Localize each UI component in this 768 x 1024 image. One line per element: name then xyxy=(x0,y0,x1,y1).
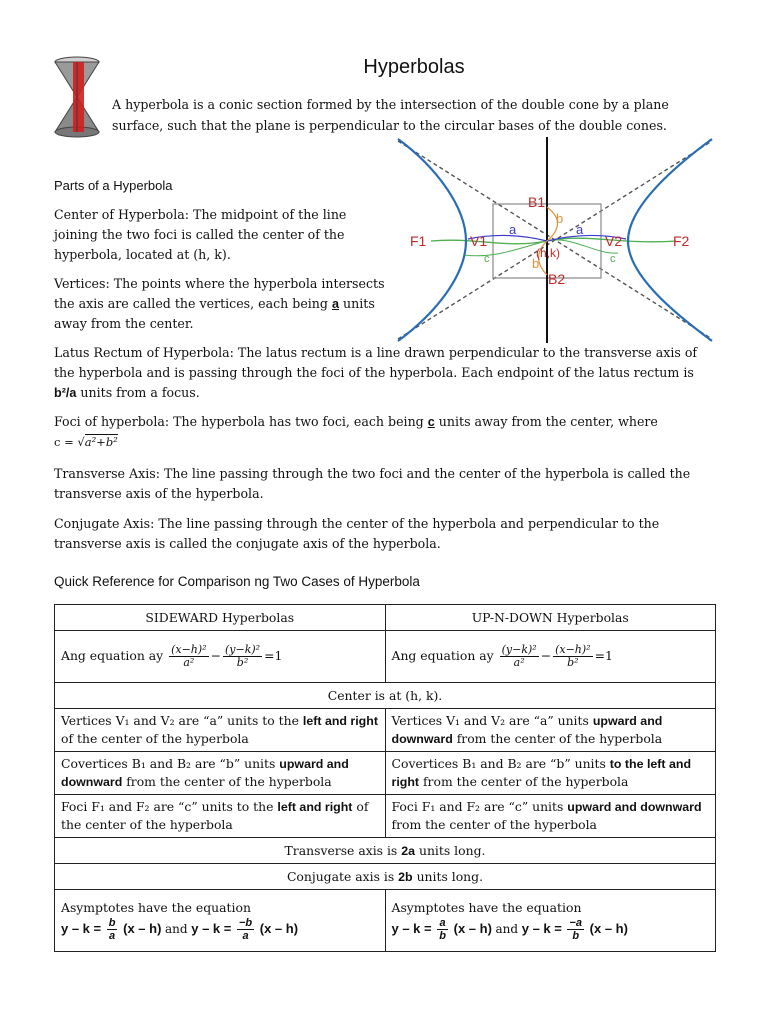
table-row xyxy=(55,709,716,752)
parts-heading: Parts of a Hyperbola xyxy=(54,178,173,193)
reference-table xyxy=(54,604,716,952)
label-v1: V1 xyxy=(470,233,488,249)
foci-formula-radicand: a²+b² xyxy=(84,435,118,449)
label-v2: V2 xyxy=(605,233,623,249)
foci-definition: Foci of hyperbola: The hyperbola has two foci, each being c units away from the center, where c = √a²+b² xyxy=(54,414,658,449)
center-row: Center is at (h, k). xyxy=(55,683,716,709)
page-title: Hyperbolas xyxy=(363,56,465,78)
table-row xyxy=(55,890,716,952)
transverse-definition: Transverse Axis: The line passing through the two foci and the center of the hyperbola is called the transverse axis of the hyperbola. xyxy=(54,466,691,501)
label-f2: F2 xyxy=(673,233,690,249)
center-definition: Center of Hyperbola: The midpoint of the line joining the two foci is called the center of the hyperbola, located at (h, k). xyxy=(54,207,347,262)
table-row xyxy=(55,683,716,709)
equation-upndown: Ang equation ay $\frac{\text{(y−k)²}}{\text{a²}}$ − $\frac{\text{(x−h)²}}{\text{b²}}$ =1 xyxy=(385,631,716,683)
vertices-sideward: Vertices V₁ and V₂ are “a” units to the left and right of the center of the hyperbola xyxy=(55,709,386,752)
vertices-upndown: Vertices V₁ and V₂ are “a” units upward and downward from the center of the hyperbola xyxy=(385,709,716,752)
label-b1: B1 xyxy=(528,194,546,210)
conjugate-definition: Conjugate Axis: The line passing through the center of the hyperbola and perpendicular to the transverse axis is called the conjugate axis of the hyperbola. xyxy=(54,516,660,551)
label-b2: B2 xyxy=(548,271,566,287)
label-b-bottom: b xyxy=(532,256,540,271)
hyperbola-diagram xyxy=(396,137,714,343)
hyperbola-right-branch xyxy=(628,139,712,341)
table-row xyxy=(55,605,716,631)
vertices-definition: Vertices: The points where the hyperbola intersects the axis are called the vertices, each being a units away from the center. xyxy=(54,276,385,331)
label-a-right: a xyxy=(576,222,584,237)
label-c-left: c xyxy=(484,253,490,265)
intro-paragraph: A hyperbola is a conic section formed by the intersection of the double cone by a plane surface, such that the plane is perpendicular to the circular bases of the double cones. xyxy=(112,97,669,133)
header-sideward: SIDEWARD Hyperbolas xyxy=(55,605,386,631)
covertices-upndown: Covertices B₁ and B₂ are “b” units to the left and right from the center of the hyperbola xyxy=(385,752,716,795)
asymptotes-sideward: Asymptotes have the equation y – k = $\frac{b}{a}$ (x – h) and y – k = $\frac{-b}{a}$ (x – h) xyxy=(55,890,386,952)
covertices-sideward: Covertices B₁ and B₂ are “b” units upward and downward from the center of the hyperbola xyxy=(55,752,386,795)
table-row xyxy=(55,864,716,890)
table-row xyxy=(55,752,716,795)
label-a-left: a xyxy=(509,222,517,237)
reference-heading: Quick Reference for Comparison ng Two Cases of Hyperbola xyxy=(54,574,420,589)
transverse-row: Transverse axis is 2a units long. xyxy=(55,838,716,864)
label-c-right: c xyxy=(610,253,616,265)
table-row xyxy=(55,795,716,838)
latus-rectum-definition: Latus Rectum of Hyperbola: The latus rectum is a line drawn perpendicular to the transverse axis of the hyperbola and is passing through the foci of the hyperbola. Each endpoint of the latus rectum is b²/a units from a focus. xyxy=(54,345,698,400)
foci-sideward: Foci F₁ and F₂ are “c” units to the left and right of the center of the hyperbola xyxy=(55,795,386,838)
parts-section xyxy=(54,176,394,343)
header-upndown: UP-N-DOWN Hyperbolas xyxy=(385,605,716,631)
foci-upndown: Foci F₁ and F₂ are “c” units upward and downward from the center of the hyperbola xyxy=(385,795,716,838)
label-hk: (h,k) xyxy=(536,246,560,260)
label-b-top: b xyxy=(556,211,564,226)
conjugate-row: Conjugate axis is 2b units long. xyxy=(55,864,716,890)
asymptotes-upndown: Asymptotes have the equation y – k = $\frac{a}{b}$ (x – h) and y – k = $\frac{-a}{b}$ (x – h) xyxy=(385,890,716,952)
table-row xyxy=(55,838,716,864)
table-row xyxy=(55,631,716,683)
equation-sideward: Ang equation ay $\frac{\text{(x−h)²}}{\text{a²}}$ − $\frac{\text{(y−k)²}}{\text{b²}}$ =1 xyxy=(55,631,386,683)
label-f1: F1 xyxy=(410,233,427,249)
